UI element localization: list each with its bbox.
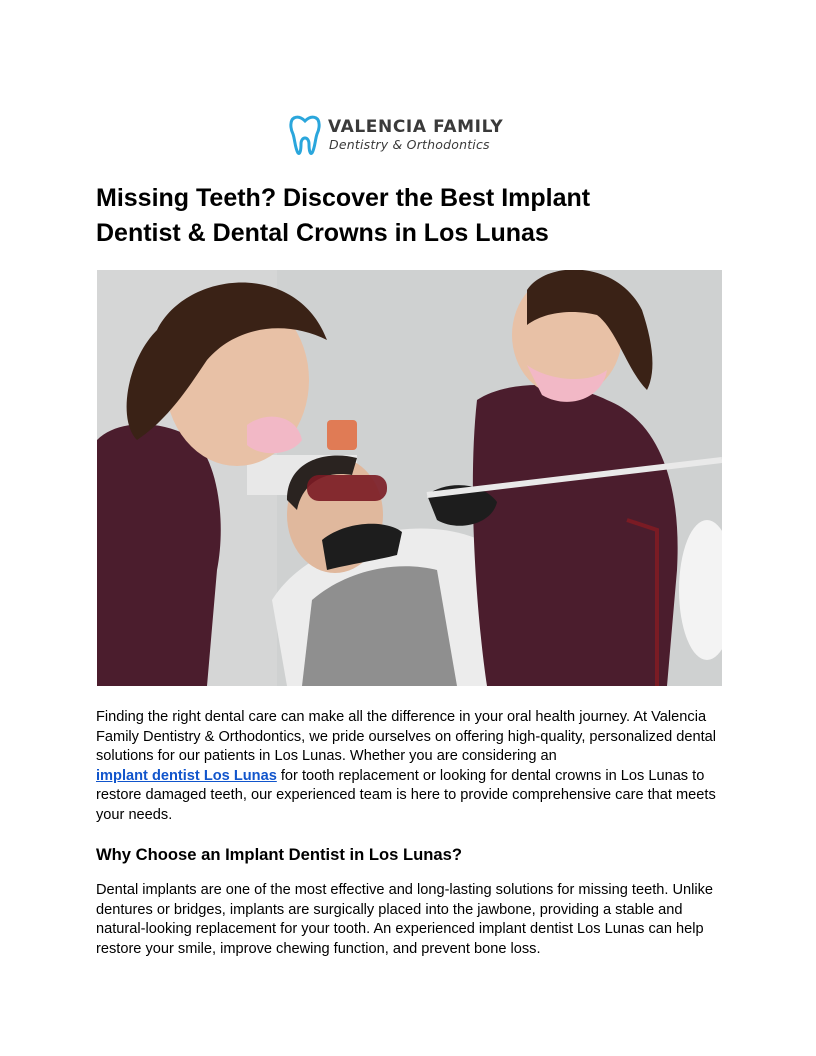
title-line: Missing Teeth? Discover the Best Implant bbox=[96, 184, 591, 212]
photo-illustration bbox=[97, 270, 722, 686]
dentist-treating-patient-photo bbox=[97, 270, 722, 686]
paragraph-line: solutions for our patients in Los Lunas. Whether you are considering an bbox=[96, 748, 557, 764]
paragraph-text: for tooth replacement or looking for dental crowns in Los Lunas to bbox=[276, 767, 705, 784]
paragraph-line: dentures or bridges, implants are surgically placed into the jawbone, providing a stable and bbox=[96, 901, 683, 918]
paragraph-line: your needs. bbox=[96, 806, 173, 823]
tooth-logo-icon bbox=[288, 114, 322, 156]
page-title bbox=[96, 181, 696, 251]
brand-logo bbox=[288, 112, 538, 158]
paragraph-line-with-link bbox=[96, 767, 726, 787]
logo-brand-name: VALENCIA FAMILY bbox=[328, 117, 504, 137]
section-heading: Why Choose an Implant Dentist in Los Lunas? bbox=[96, 845, 463, 864]
paragraph-line: Dental implants are one of the most effective and long-lasting solutions for missing teeth. Unlike bbox=[96, 882, 714, 898]
section-paragraph bbox=[96, 881, 726, 959]
paragraph-line: Finding the right dental care can make all the difference in your oral health journey. At Valencia bbox=[96, 709, 707, 725]
logo-tagline: Dentistry & Orthodontics bbox=[329, 137, 490, 152]
paragraph-line: Family Dentistry & Orthodontics, we pride ourselves on offering high-quality, personalized dental bbox=[96, 728, 717, 745]
implant-dentist-link[interactable]: implant dentist Los Lunas bbox=[96, 767, 277, 784]
title-line: Dentist & Dental Crowns in Los Lunas bbox=[96, 219, 549, 247]
paragraph-line: restore damaged teeth, our experienced team is here to provide comprehensive care that meets bbox=[96, 787, 716, 803]
paragraph-line: restore your smile, improve chewing function, and prevent bone loss. bbox=[96, 940, 541, 957]
intro-paragraph bbox=[96, 708, 726, 825]
paragraph-line: natural-looking replacement for your tooth. An experienced implant dentist Los Lunas can help bbox=[96, 921, 704, 937]
